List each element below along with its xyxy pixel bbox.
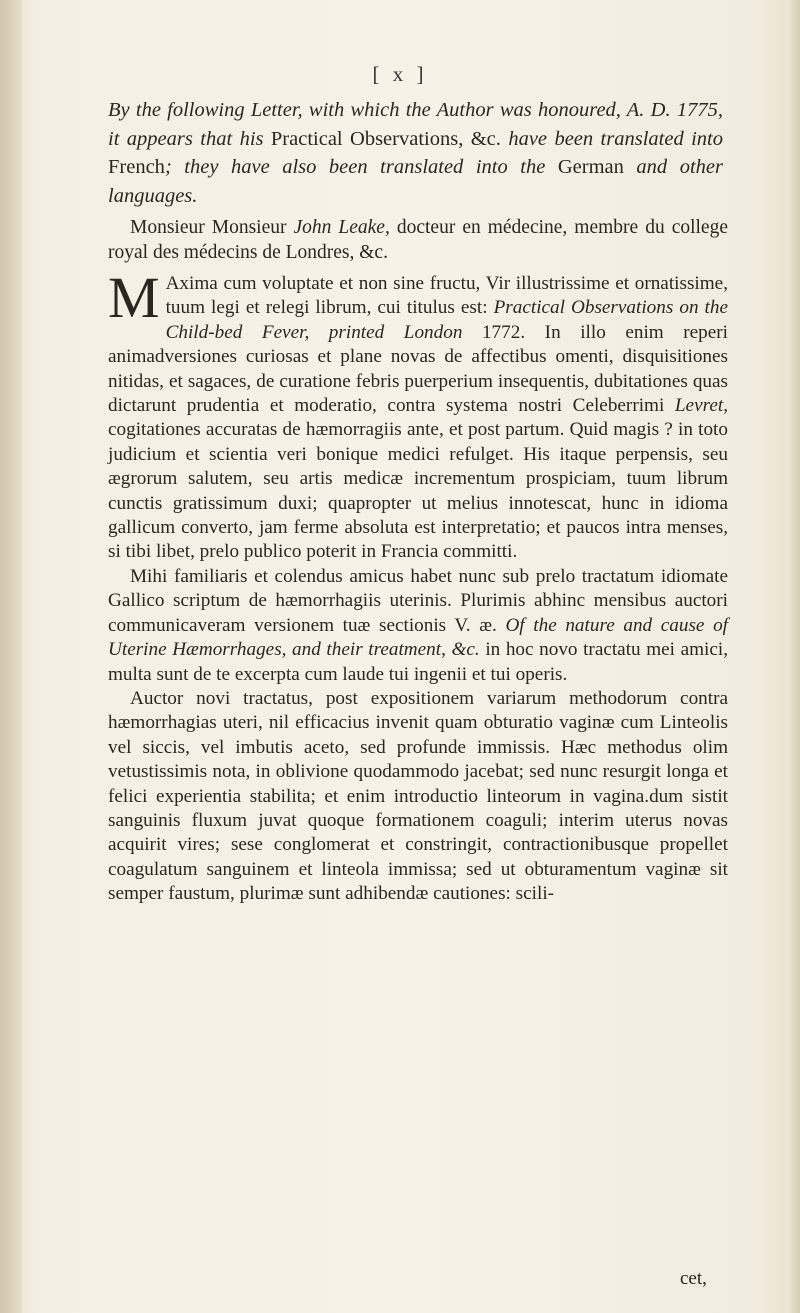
- paragraph-2-text-a: Mihi familiaris et colendus amicus habet nunc sub prelo tractatum idiomate Gallico scriptum de hæmorrhagiis uterinis. Plurimis abhinc mensibus auctori communicaveram versionem tuæ sectionis V. æ.: [108, 565, 728, 636]
- intro-text-3: ; they have also been translated into the: [164, 156, 558, 178]
- address-salutation: Monsieur Monsieur: [130, 217, 294, 238]
- intro-language-french: French: [108, 156, 165, 178]
- paragraph-1-text-a: Axima cum voluptate et non sine fructu, Vir illustrissime et ornatissime, tuum legi et relegi librum, cui titulus est:: [165, 273, 728, 319]
- paragraph-1-text-b: 1772. In illo enim reperi animadversiones curiosas et plane novas de affectibus omenti, disquisitiones nitidas, et sagaces, de curatione febris puerperium insequentis, dubitationes quas dictarunt prudentia et moderatio, contra systema nostri Celeberrimi: [108, 321, 728, 417]
- paragraph-1: [108, 265, 728, 565]
- cited-book-title: Practical Observations on the Child-bed Fever, printed London: [165, 297, 728, 343]
- page-edge: [786, 0, 800, 1313]
- address-titles: , docteur en médecine, membre du college royal des médecins de Londres, &c.: [108, 217, 728, 263]
- book-spine-shadow: [0, 0, 22, 1313]
- intro-text-4: and other languages.: [108, 156, 723, 207]
- page-number: [ x ]: [372, 62, 428, 86]
- paragraph-3: Auctor novi tractatus, post expositionem variarum methodorum contra hæmorrhagias uteri, nil efficacius invenit quam obturatio vaginæ cum Linteolis vel siccis, vel imbutis aceto, sed profunde immissis. Hæc methodus olim vetustissimis nota, in oblivione quodammodo jacebat; sed nunc resurgit longa et felici experientia stabilita; et enim introductio linteorum in vagina.dum sistit sanguinis fluxum juvat quoque formationem coaguli; interim uterus novas acquirit vires; sese conglomerat et constringit, contractionibusque propellet coagulatum sanguinem et linteola immissa; sed ut obturamentum vaginæ sit semper faustum, plurimæ sunt adhibendæ cautiones: scili-: [108, 687, 728, 905]
- address-name: John Leake: [293, 217, 385, 238]
- intro-book-title: Practical Observations, &c.: [270, 127, 501, 150]
- intro-text-1: By the following Letter, with which the Author was honoured, A. D. 1775, it appears that his: [108, 99, 723, 150]
- paragraph-1-text-c: , cogitationes accuratas de hæmorragiis ante, et post partum. Quid magis ? in toto judicium et scientia veri bonique medici refulget. His itaque perpensis, seu ægrorum salutem, seu artis medicæ incrementum prospiciam, tuum librum cunctis gratissimum duxi; quapropter ut melius innotescat, hunc in idioma gallicum converto, jam ferme absoluta est interpretatio; et paucos intra menses, si tibi libet, prelo publico poterit in Francia committi.: [108, 395, 728, 563]
- intro-language-german: German: [557, 156, 624, 178]
- cited-author-name: Levret: [674, 395, 724, 417]
- intro-text-2: have been translated into: [500, 127, 723, 150]
- catchword: cet,: [680, 1268, 707, 1289]
- paragraph-2-text-b: in hoc novo tractatu mei amici, multa sunt de te excerpta cum laude tui ingenii et tui operis.: [108, 639, 728, 685]
- drop-cap: M: [108, 265, 160, 330]
- letter-address: [108, 215, 728, 265]
- paragraph-2: [108, 565, 728, 687]
- letter-body: [108, 265, 728, 907]
- introductory-note: [108, 96, 723, 210]
- cited-section-title: Of the nature and cause of Uterine Hæmorrhages, and their treatment, &c.: [108, 614, 728, 661]
